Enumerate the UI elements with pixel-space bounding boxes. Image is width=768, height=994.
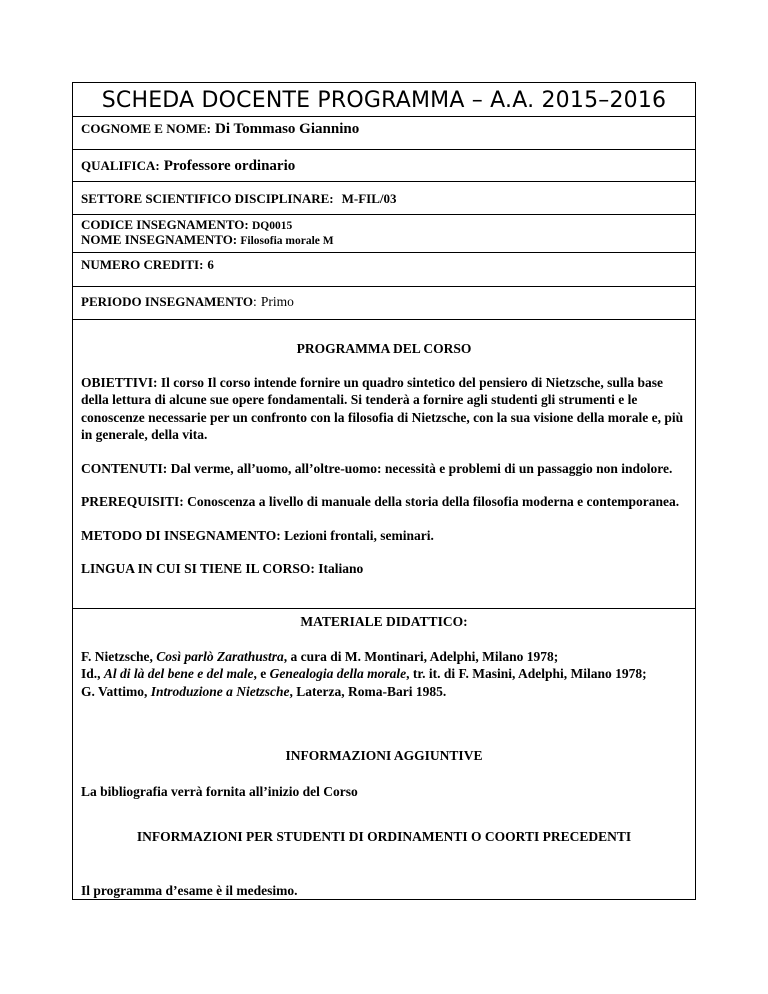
periodo-sep: : xyxy=(253,294,257,309)
course-sheet xyxy=(72,82,696,900)
ref3-details: , Laterza, Roma-Bari 1985. xyxy=(289,683,447,699)
cognome-label: COGNOME E NOME: xyxy=(81,121,211,136)
cognome-value: Di Tommaso Giannino xyxy=(215,121,360,137)
ref2-title-2: Genealogia della morale xyxy=(269,666,407,681)
ref3-title: Introduzione a Nietzsche xyxy=(150,683,290,699)
settore-label: SETTORE SCIENTIFICO DISCIPLINARE: xyxy=(81,191,334,206)
row-qualifica xyxy=(73,150,695,182)
settore-value: M-FIL/03 xyxy=(341,191,397,206)
row-settore xyxy=(73,182,695,215)
reference-1 xyxy=(81,648,687,666)
ref1-author: F. Nietzsche, xyxy=(81,648,157,664)
contenuti-text: CONTENUTI: Dal verme, all’uomo, all’oltre-uomo: necessità e problemi di un passaggio non indolore. xyxy=(81,460,673,476)
ref2-title-1: Al di là del bene e del male xyxy=(103,666,254,681)
codice-value: DQ0015 xyxy=(251,220,293,232)
crediti-value: 6 xyxy=(207,257,214,272)
materiale-section xyxy=(73,609,695,899)
row-cognome xyxy=(73,117,695,150)
reference-3 xyxy=(81,683,687,701)
nome-insegnamento-label: NOME INSEGNAMENTO: xyxy=(81,232,238,247)
info-heading: INFORMAZIONI AGGIUNTIVE xyxy=(285,748,483,763)
programma-heading: PROGRAMMA DEL CORSO xyxy=(296,341,472,356)
periodo-label: PERIODO INSEGNAMENTO xyxy=(81,294,254,309)
codice-label: CODICE INSEGNAMENTO: xyxy=(81,217,249,232)
ref2-details: , tr. it. di F. Masini, Adelphi, Milano 1978; xyxy=(406,666,647,681)
ordinamenti-text: Il programma d’esame è il medesimo. xyxy=(81,882,298,898)
lingua-text: LINGUA IN CUI SI TIENE IL CORSO: Italiano xyxy=(81,561,364,576)
nome-insegnamento-line xyxy=(81,233,687,248)
crediti-label: NUMERO CREDITI: xyxy=(81,257,204,272)
page-title: SCHEDA DOCENTE PROGRAMMA – A.A. 2015–2016 xyxy=(73,83,695,117)
materiale-heading: MATERIALE DIDATTICO: xyxy=(300,614,468,629)
ordinamenti-heading: INFORMAZIONI PER STUDENTI DI ORDINAMENTI O COORTI PRECEDENTI xyxy=(136,829,632,844)
reference-2 xyxy=(81,665,687,683)
ref3-author: G. Vattimo, xyxy=(81,683,151,699)
ref2-author: Id., xyxy=(81,666,104,681)
obiettivi-text: OBIETTIVI: Il corso Il corso intende fornire un quadro sintetico del pensiero di Nietzsche, sulla base della lettura di alcune sue opere fondamentali. Si tenderà a fornire agli studenti gli strumenti e le conoscenze necessarie per un confronto con la filosofia di Nietzsche, con la sua visione della morale e, più in generale, della vita. xyxy=(81,374,684,442)
codice-line xyxy=(81,218,687,233)
ref1-details: , a cura di M. Montinari, Adelphi, Milano 1978; xyxy=(283,648,559,664)
qualifica-value: Professore ordinario xyxy=(163,158,296,174)
prerequisiti-text: PREREQUISITI: Conoscenza a livello di manuale della storia della filosofia moderna e contemporanea. xyxy=(81,494,680,509)
programma-section xyxy=(73,320,695,609)
row-periodo xyxy=(73,287,695,320)
nome-insegnamento-value: Filosofia morale M xyxy=(240,235,334,247)
metodo-text: METODO DI INSEGNAMENTO: Lezioni frontali, seminari. xyxy=(81,527,434,543)
row-codice xyxy=(73,215,695,253)
info-text: La bibliografia verrà fornita all’inizio del Corso xyxy=(81,783,358,799)
ref1-title: Così parlò Zarathustra xyxy=(156,648,284,664)
row-crediti xyxy=(73,253,695,287)
periodo-value: Primo xyxy=(260,294,294,309)
qualifica-label: QUALIFICA: xyxy=(81,158,160,173)
ref2-conjunction: , e xyxy=(253,666,270,681)
